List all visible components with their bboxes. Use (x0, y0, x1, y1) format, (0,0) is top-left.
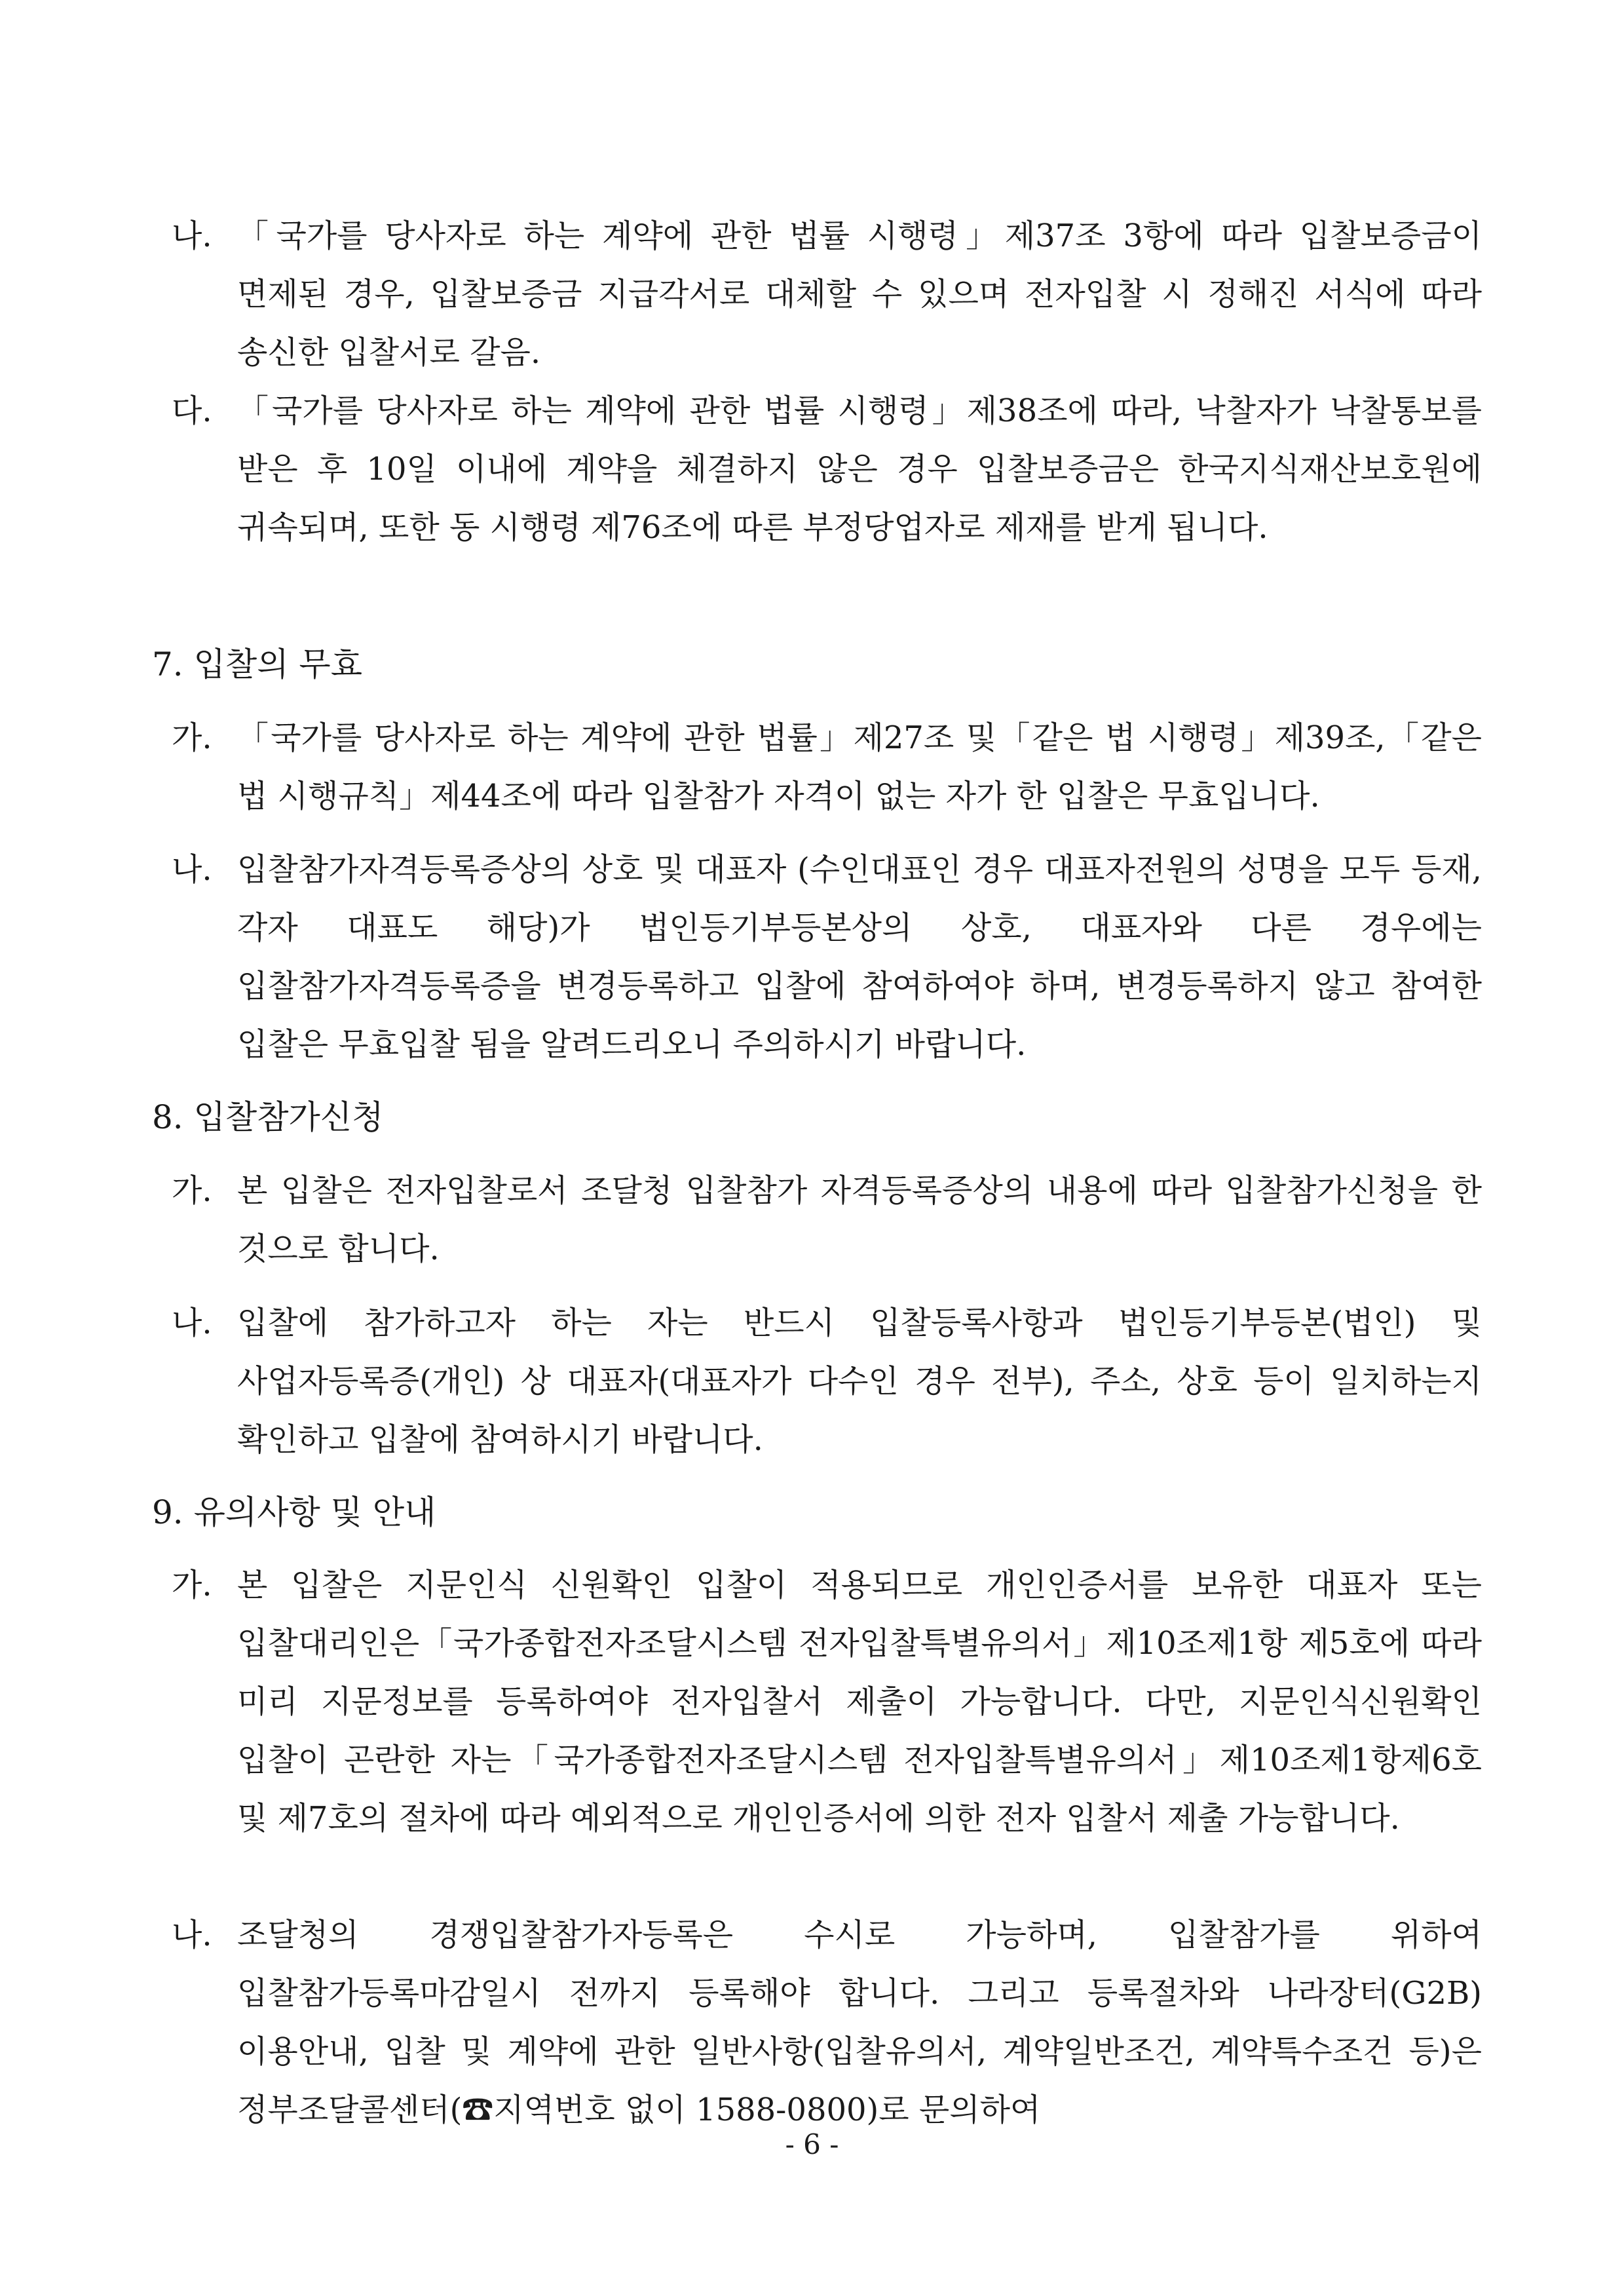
item-marker: 나. (172, 218, 212, 254)
item-marker: 나. (172, 1917, 212, 1953)
section-heading: 7. 입찰의 무효 (152, 645, 362, 683)
item-text: 입찰참가자격등록증상의 상호 및 대표자 (수인대표인 경우 대표자전원의 성명을 모두 등재, 각자 대표도 해당)가 법인등기부등본상의 상호, 대표자와 다른 경우에는 입찰참가자격등록증을 변경등록하고 입찰에 참여하여야 하며, 변경등록하지 않고 참여한 입찰은 무효입찰 됨을 알려드리오니 주의하시기 바랍니다. (237, 851, 1482, 1063)
list-item (172, 207, 1482, 382)
list-item (172, 1162, 1482, 1278)
item-marker: 다. (172, 392, 212, 429)
item-text: 입찰에 참가하고자 하는 자는 반드시 입찰등록사항과 법인등기부등본(법인) 및 사업자등록증(개인) 상 대표자(대표자가 다수인 경우 전부), 주소, 상호 등이 일치하는지 확인하고 입찰에 참여하시기 바랍니다. (237, 1305, 1482, 1458)
list-item (172, 1906, 1482, 2139)
list-item (172, 841, 1482, 1074)
item-marker: 가. (172, 1567, 212, 1603)
section-heading: 9. 유의사항 및 안내 (152, 1493, 436, 1531)
item-text: 「국가를 당사자로 하는 계약에 관한 법률 시행령」제37조 3항에 따라 입찰보증금이 면제된 경우, 입찰보증금 지급각서로 대체할 수 있으며 전자입찰 시 정해진 서식에 따라 송신한 입찰서로 갈음. (237, 218, 1482, 371)
item-marker: 가. (172, 1172, 212, 1209)
item-text: 본 입찰은 전자입찰로서 조달청 입찰참가 자격등록증상의 내용에 따라 입찰참가신청을 한 것으로 합니다. (237, 1172, 1482, 1267)
section-heading: 8. 입찰참가신청 (152, 1098, 384, 1136)
item-text: 조달청의 경쟁입찰참가자등록은 수시로 가능하며, 입찰참가를 위하여 입찰참가등록마감일시 전까지 등록해야 합니다. 그리고 등록절차와 나라장터(G2B) 이용안내, 입찰 및 계약에 관한 일반사항(입찰유의서, 계약일반조건, 계약특수조건 등)은 정부조달콜센터(☎지역번호 없이 1588-0800)로 문의하여 (237, 1917, 1482, 2128)
list-item (172, 382, 1482, 557)
item-marker: 나. (172, 851, 212, 888)
item-marker: 가. (172, 719, 212, 756)
item-text: 본 입찰은 지문인식 신원확인 입찰이 적용되므로 개인인증서를 보유한 대표자 또는 입찰대리인은「국가종합전자조달시스템 전자입찰특별유의서」제10조제1항 제5호에 따라 미리 지문정보를 등록하여야 전자입찰서 제출이 가능합니다. 다만, 지문인식신원확인 입찰이 곤란한 자는「국가종합전자조달시스템 전자입찰특별유의서」제10조제1항제6호 및 제7호의 절차에 따라 예외적으로 개인인증서에 의한 전자 입찰서 제출 가능합니다. (237, 1567, 1482, 1837)
item-marker: 나. (172, 1305, 212, 1341)
item-text: 「국가를 당사자로 하는 계약에 관한 법률 시행령」제38조에 따라, 낙찰자가 낙찰통보를 받은 후 10일 이내에 계약을 체결하지 않은 경우 입찰보증금은 한국지식재산보호원에 귀속되며, 또한 동 시행령 제76조에 따른 부정당업자로 제재를 받게 됩니다. (237, 392, 1482, 546)
list-item (172, 1556, 1482, 1848)
page-number: - 6 - (785, 2128, 839, 2160)
item-text: 「국가를 당사자로 하는 계약에 관한 법률」제27조 및「같은 법 시행령」제39조,「같은 법 시행규칙」제44조에 따라 입찰참가 자격이 없는 자가 한 입찰은 무효입니다. (237, 719, 1482, 814)
list-item (172, 1294, 1482, 1469)
list-item (172, 709, 1482, 826)
